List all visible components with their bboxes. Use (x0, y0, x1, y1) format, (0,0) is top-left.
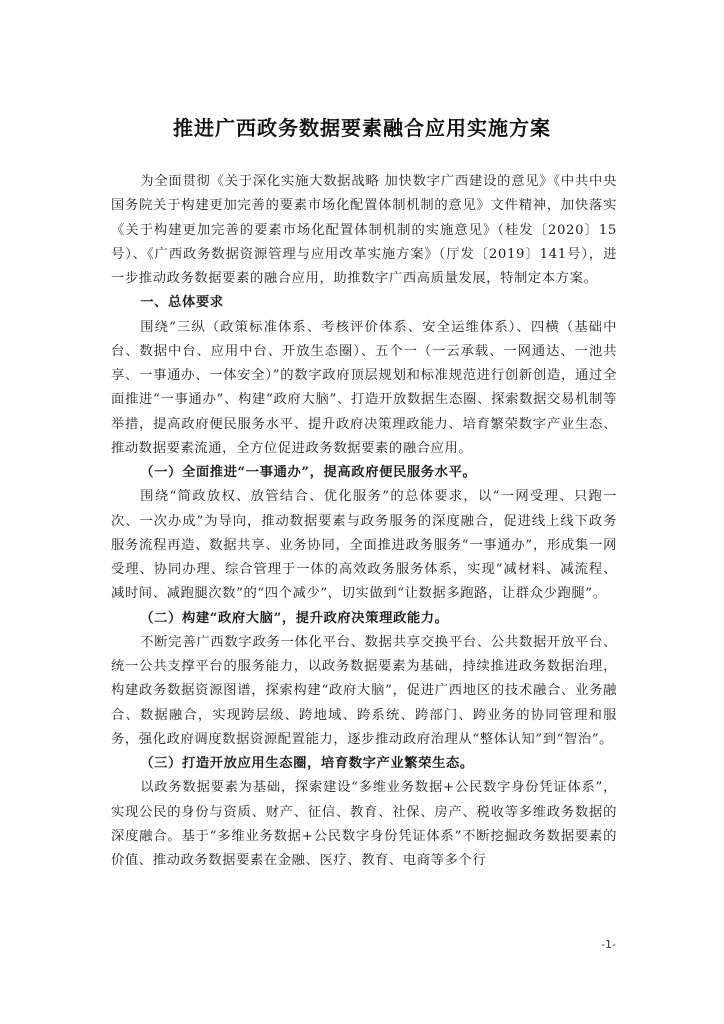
subsection-government-brain-paragraph: 不断完善广西数字政务一体化平台、数据共享交换平台、公共数据开放平台、统一公共支撑平台的服务能力，以政务数据要素为基础，持续推进政务数据治理，构建政务数据资源图谱，探索构建“政府大脑”，促进广西地区的技术融合、业务融合、数据融合，实现跨层级、跨地域、跨系统、跨部门、跨业务的协同管理和服务，强化政府调度数据资源配置能力，逐步推动政府治理从“整体认知”到“智治”。 (111, 634, 617, 747)
subsection-heading-government-brain: （二）构建“政府大脑”，提升政府决策理政能力。 (140, 610, 449, 626)
subsection-heading-one-matter: （一）全面推进“一事通办”，提高政府便民服务水平。 (140, 465, 477, 480)
subsection-open-ecosystem-paragraph: 以政务数据要素为基础，探索建设“多维业务数据+公民数字身份凭证体系”，实现公民的身份与资质、财产、征信、教育、社保、房产、税收等多维政务数据的深度融合。基于“多维业务数据+公民数字身份凭证体系”不断挖掘政务数据要素的价值、推动政务数据要素在金融、医疗、教育、电商等多个行 (111, 780, 617, 868)
intro-paragraph: 为全面贯彻《关于深化实施大数据战略 加快数字广西建设的意见》《中共中央 国务院关于构建更加完善的要素市场化配置体制机制的意见》文件精神，加快落实《关于构建更加完善的要素市场化配置体制机制的实施意见》（桂发〔2020〕15号）、《广西政务数据资源管理与应用改革实施方案》（厅发〔2019〕141号），进一步推动政务数据要素的融合应用，助推数字广西高质量发展，特制定本方案。 (111, 174, 617, 286)
section-heading-general-requirements: 一、总体要求 (140, 295, 224, 311)
document-body (111, 170, 617, 873)
subsection-one-matter-paragraph: 围绕“简政放权、放管结合、优化服务”的总体要求，以“一网受理、只跑一次、一次办成”为导向，推动数据要素与政务服务的深度融合，促进线上线下政务服务流程再造、数据共享、业务协同，全面推进政务服务“一事通办”，形成集一网受理、协同办理、综合管理于一体的高效政务服务体系，实现“减材料、减流程、减时间、减跑腿次数”的“四个减少”，切实做到“让数据多跑路，让群众少跑腿”。 (111, 489, 617, 602)
document-title: 推进广西政务数据要素融合应用实施方案 (173, 116, 551, 140)
subsection-heading-open-ecosystem: （三）打造开放应用生态圈，培育数字产业繁荣生态。 (140, 756, 474, 771)
section-general-requirements-paragraph: 围绕“三纵（政策标准体系、考核评价体系、安全运维体系）、四横（基础中台、数据中台、应用中台、开放生态圈）、五个一（一云承载、一网通达、一池共享、一事通办、一体安全）”的数字政府顶层规划和标准规范进行创新创造，通过全面推进“一事通办”、构建“政府大脑”、打造开放数据生态圈、探索数据交易机制等举措，提高政府便民服务水平、提升政府决策理政能力、培育繁荣数字产业生态、推动数据要素流通，全方位促进政务数据要素的融合应用。 (111, 319, 617, 456)
page-number: -1- (601, 938, 616, 951)
